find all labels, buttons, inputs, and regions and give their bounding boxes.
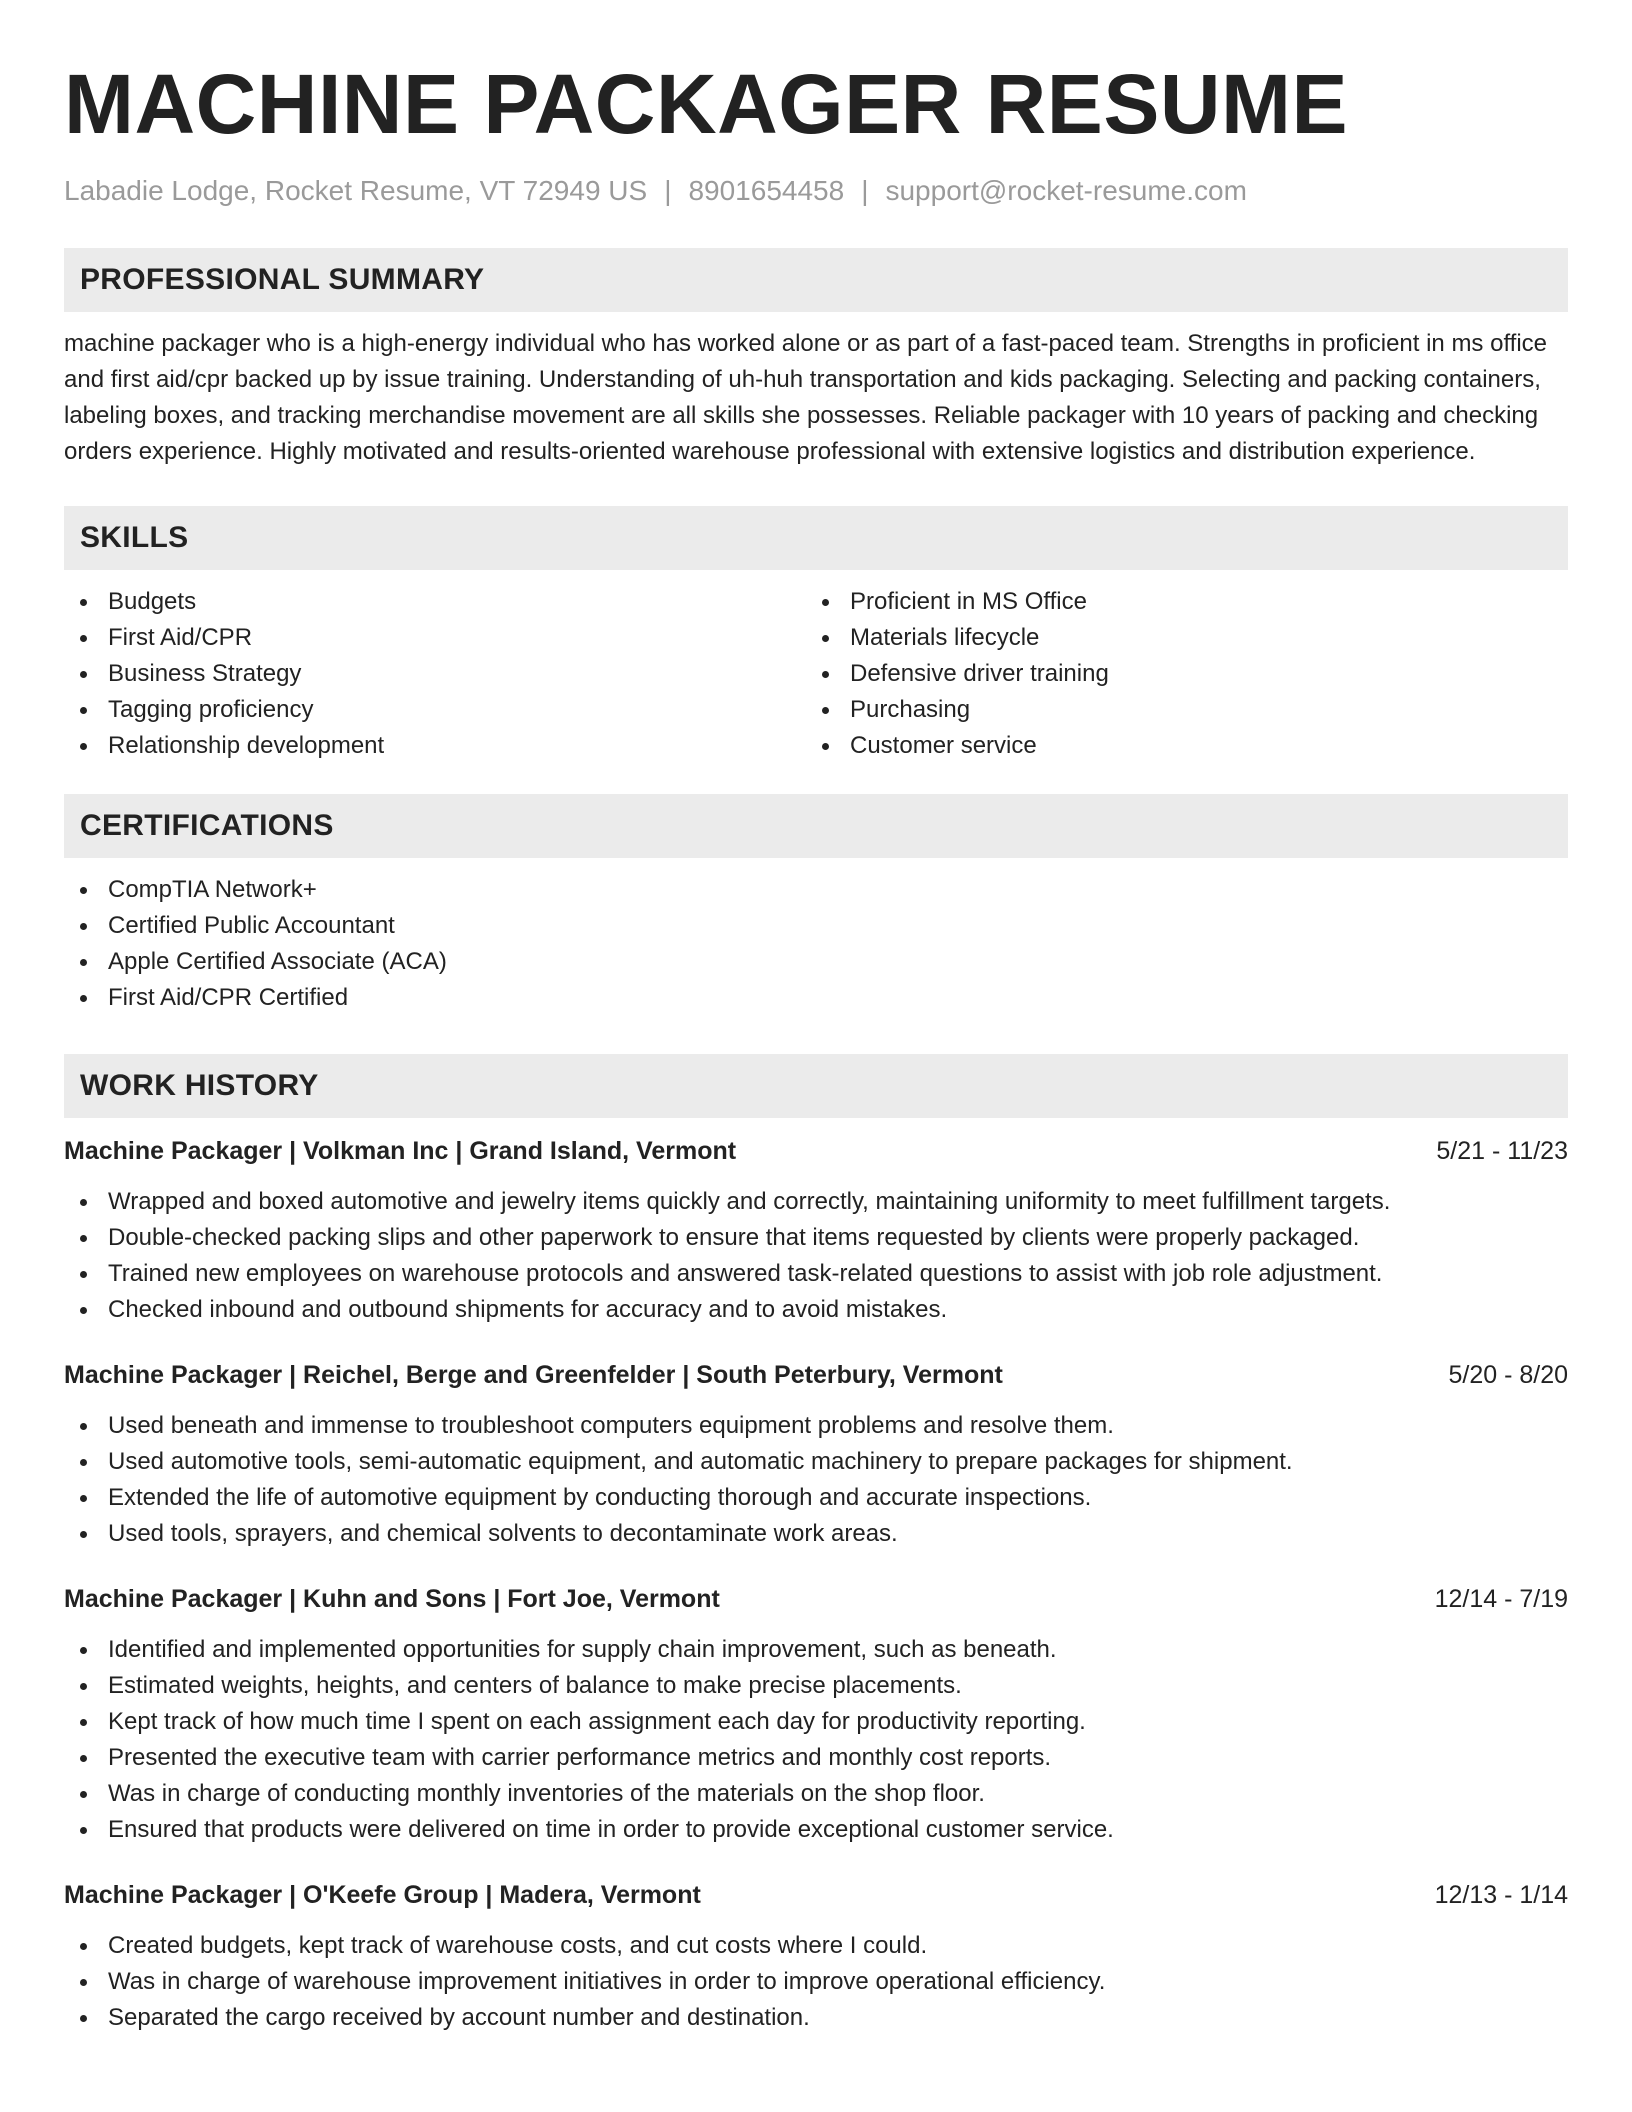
- job-bullet: Extended the life of automotive equipment by conducting thorough and accurate inspections.: [64, 1480, 1568, 1516]
- job-bullet: Ensured that products were delivered on time in order to provide exceptional customer service.: [64, 1812, 1568, 1848]
- skills-columns: [64, 584, 1568, 764]
- skill-item: Defensive driver training: [806, 656, 1548, 692]
- job-bullet: Trained new employees on warehouse protocols and answered task-related questions to assist with job role adjustment.: [64, 1256, 1568, 1292]
- certification-item: Apple Certified Associate (ACA): [64, 944, 1568, 980]
- certification-item: CompTIA Network+: [64, 872, 1568, 908]
- section-heading-work-history: WORK HISTORY: [64, 1054, 1568, 1118]
- skill-item: Materials lifecycle: [806, 620, 1548, 656]
- job-bullets: [64, 1184, 1568, 1328]
- job-bullet: Was in charge of warehouse improvement initiatives in order to improve operational efficiency.: [64, 1964, 1568, 2000]
- certifications-list: [64, 872, 1568, 1016]
- contact-line: [64, 174, 1568, 208]
- job-dates: 5/20 - 8/20: [1448, 1361, 1568, 1389]
- skill-item: Customer service: [806, 728, 1548, 764]
- job-entry: [64, 1582, 1568, 1848]
- job-bullet: Was in charge of conducting monthly inventories of the materials on the shop floor.: [64, 1776, 1568, 1812]
- job-header: [64, 1582, 1568, 1616]
- skills-list-left: [64, 584, 806, 764]
- job-title: Machine Packager | Volkman Inc | Grand Island, Vermont: [64, 1137, 737, 1165]
- job-bullet: Double-checked packing slips and other paperwork to ensure that items requested by clients were properly packaged.: [64, 1220, 1568, 1256]
- job-bullet: Separated the cargo received by account number and destination.: [64, 2000, 1568, 2036]
- skill-item: Business Strategy: [64, 656, 806, 692]
- job-bullet: Used beneath and immense to troubleshoot computers equipment problems and resolve them.: [64, 1408, 1568, 1444]
- skill-item: Relationship development: [64, 728, 806, 764]
- job-entry: [64, 1358, 1568, 1552]
- job-bullet: Kept track of how much time I spent on each assignment each day for productivity reporting.: [64, 1704, 1568, 1740]
- section-heading-summary: PROFESSIONAL SUMMARY: [64, 248, 1568, 312]
- certification-item: Certified Public Accountant: [64, 908, 1568, 944]
- job-bullet: Used automotive tools, semi-automatic equipment, and automatic machinery to prepare packages for shipment.: [64, 1444, 1568, 1480]
- contact-separator: |: [861, 175, 869, 206]
- job-bullets: [64, 1632, 1568, 1848]
- job-header: [64, 1134, 1568, 1168]
- job-header: [64, 1878, 1568, 1912]
- job-entry: [64, 1134, 1568, 1328]
- job-title: Machine Packager | Kuhn and Sons | Fort Joe, Vermont: [64, 1585, 720, 1613]
- contact-phone: 8901654458: [688, 175, 845, 206]
- resume-page: [64, 0, 1568, 2036]
- summary-text: machine packager who is a high-energy individual who has worked alone or as part of a fast-paced team. Strengths in proficient in ms office and first aid/cpr backed up by issue training. Understanding of uh-huh transportation and kids packaging. Selecting and packing containers, labeling boxes, and tracking merchandise movement are all skills she possesses. Reliable packager with 10 years of packing and checking orders experience. Highly motivated and results-oriented warehouse professional with extensive logistics and distribution experience.: [64, 330, 1548, 465]
- skill-item: Proficient in MS Office: [806, 584, 1548, 620]
- job-entry: [64, 1878, 1568, 2036]
- job-dates: 12/14 - 7/19: [1434, 1585, 1568, 1613]
- section-heading-certifications: CERTIFICATIONS: [64, 794, 1568, 858]
- job-bullet: Wrapped and boxed automotive and jewelry items quickly and correctly, maintaining uniformity to meet fulfillment targets.: [64, 1184, 1568, 1220]
- job-bullet: Checked inbound and outbound shipments for accuracy and to avoid mistakes.: [64, 1292, 1568, 1328]
- skill-item: Tagging proficiency: [64, 692, 806, 728]
- job-title: Machine Packager | Reichel, Berge and Greenfelder | South Peterbury, Vermont: [64, 1361, 1003, 1389]
- job-header: [64, 1358, 1568, 1392]
- job-bullet: Estimated weights, heights, and centers of balance to make precise placements.: [64, 1668, 1568, 1704]
- skill-item: First Aid/CPR: [64, 620, 806, 656]
- contact-separator: |: [664, 175, 672, 206]
- resume-title: MACHINE PACKAGER RESUME: [64, 57, 1349, 151]
- job-dates: 5/21 - 11/23: [1436, 1137, 1568, 1165]
- contact-address: Labadie Lodge, Rocket Resume, VT 72949 US: [64, 175, 648, 206]
- job-bullets: [64, 1408, 1568, 1552]
- job-title: Machine Packager | O'Keefe Group | Madera, Vermont: [64, 1881, 701, 1909]
- certification-item: First Aid/CPR Certified: [64, 980, 1568, 1016]
- job-bullet: Presented the executive team with carrier performance metrics and monthly cost reports.: [64, 1740, 1568, 1776]
- skills-list-right: [806, 584, 1548, 764]
- contact-email: support@rocket-resume.com: [885, 175, 1247, 206]
- job-bullet: Created budgets, kept track of warehouse costs, and cut costs where I could.: [64, 1928, 1568, 1964]
- job-dates: 12/13 - 1/14: [1434, 1881, 1568, 1909]
- job-bullets: [64, 1928, 1568, 2036]
- skill-item: Budgets: [64, 584, 806, 620]
- job-bullet: Identified and implemented opportunities for supply chain improvement, such as beneath.: [64, 1632, 1568, 1668]
- job-bullet: Used tools, sprayers, and chemical solvents to decontaminate work areas.: [64, 1516, 1568, 1552]
- skill-item: Purchasing: [806, 692, 1548, 728]
- section-heading-skills: SKILLS: [64, 506, 1568, 570]
